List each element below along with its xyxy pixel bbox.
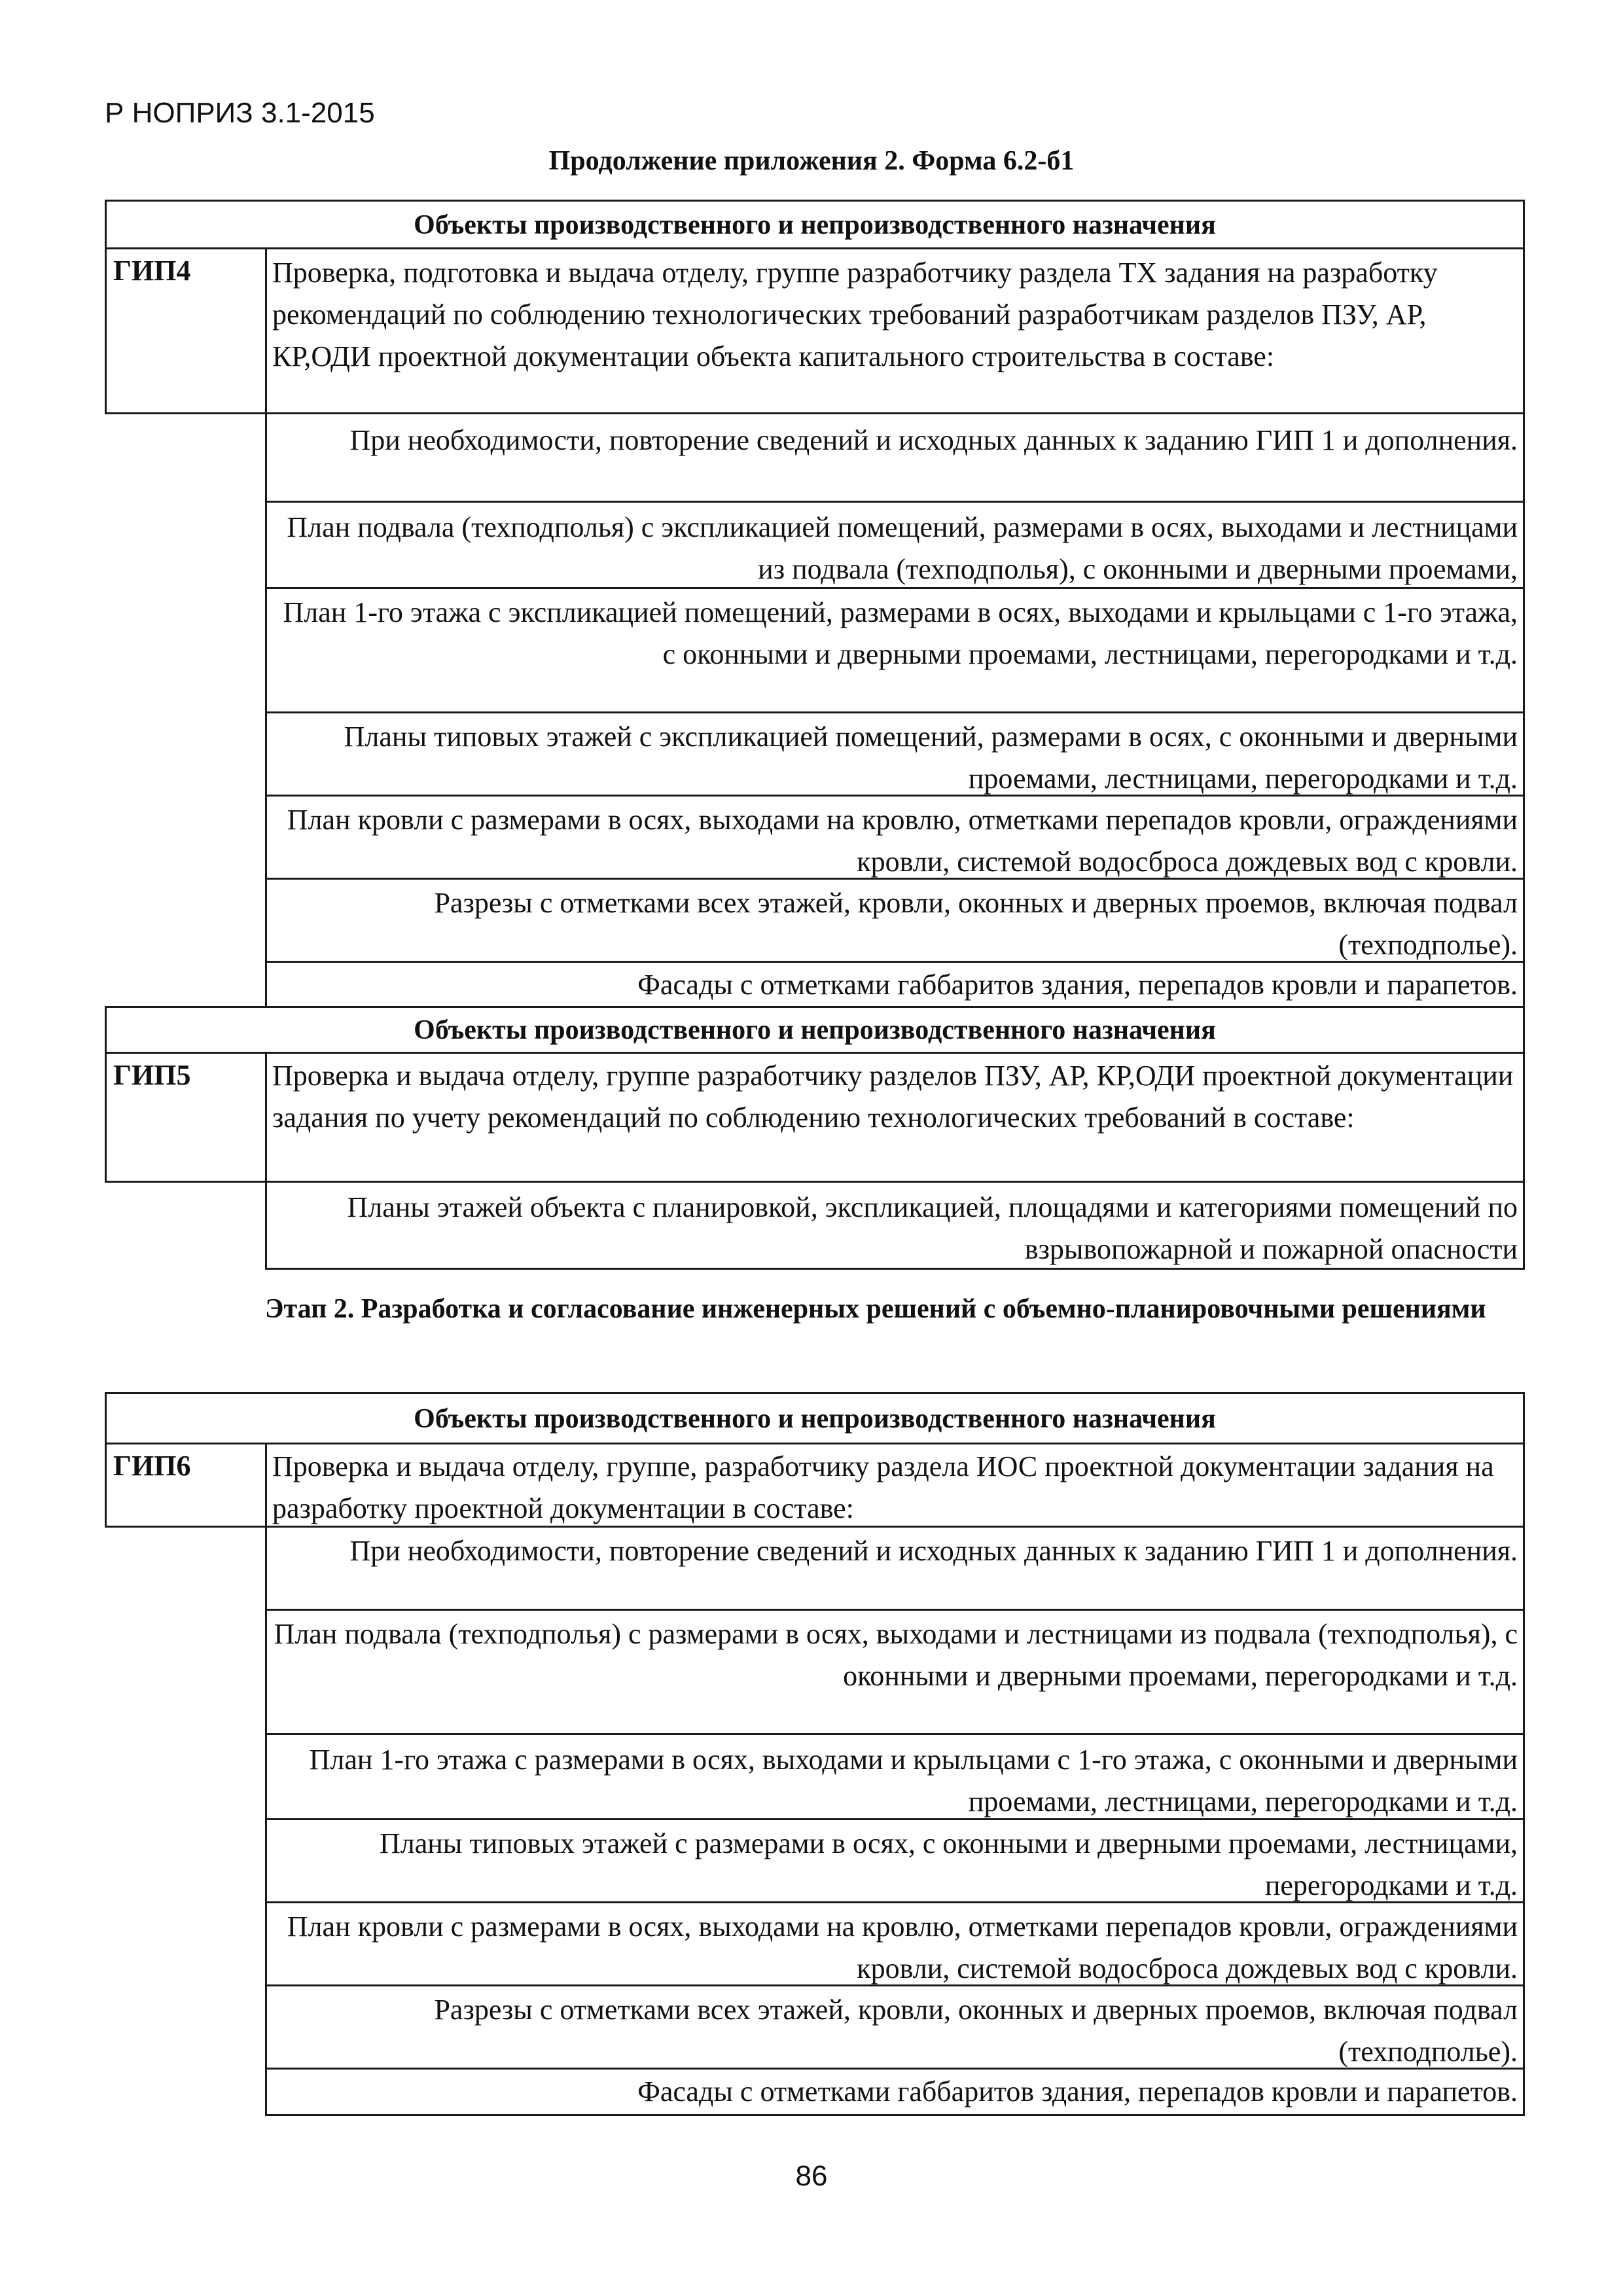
gip6-item-5: План кровли с размерами в осях, выходами на кровлю, отметками перепадов кровли, ограждениями кровли, системой водосброса дождевых вод с кровли. [265,1901,1525,1986]
gip4-code: ГИП4 [105,247,267,414]
table2-section-header: Объекты производственного и непроизводственного назначения [105,1392,1525,1444]
table1-section-header-2: Объекты производственного и непроизводственного назначения [105,1006,1525,1054]
gip4-item-2: План подвала (техподполья) с экспликацией помещений, размерами в осях, выходами и лестницами из подвала (техподполья), с оконными и дверными проемами, [265,501,1525,589]
gip4-item-3: План 1-го этажа с экспликацией помещений, размерами в осях, выходами и крыльцами с 1-го этажа, с оконными и дверными проемами, лестницами, перегородками и т.д. [265,587,1525,713]
gip6-description: Проверка и выдача отделу, группе, разработчику раздела ИОС проектной документации задания на разработку проектной документации в составе: [265,1443,1525,1528]
gip5-item-1: Планы этажей объекта с планировкой, экспликацией, площадями и категориями помещений по взрывопожарной и пожарной опасности [265,1181,1525,1270]
gip5-description: Проверка и выдача отделу, группе разработчику разделов ПЗУ, АР, КР,ОДИ проектной документации задания по учету рекомендаций по соблюдению технологических требований в составе: [265,1052,1525,1183]
gip6-item-1: При необходимости, повторение сведений и исходных данных к заданию ГИП 1 и дополнения. [265,1526,1525,1611]
gip4-description: Проверка, подготовка и выдача отделу, группе разработчику раздела ТХ задания на разработку рекомендаций по соблюдению технологических требований разработчикам разделов ПЗУ, АР, КР,ОДИ проектной документации объекта капитального строительства в составе: [265,247,1525,414]
gip6-item-6: Разрезы с отметками всех этажей, кровли, оконных и дверных проемов, включая подвал (техподполье). [265,1984,1525,2070]
gip6-item-7: Фасады с отметками габбаритов здания, перепадов кровли и парапетов. [265,2068,1525,2116]
page-number: 86 [795,2160,828,2192]
appendix-caption: Продолжение приложения 2. Форма 6.2-б1 [548,146,1075,176]
gip4-item-1: При необходимости, повторение сведений и исходных данных к заданию ГИП 1 и дополнения. [265,412,1525,503]
gip6-item-3: План 1-го этажа с размерами в осях, выходами и крыльцами с 1-го этажа, с оконными и дверными проемами, лестницами, перегородками и т.д. [265,1733,1525,1820]
gip6-code: ГИП6 [105,1443,267,1528]
gip4-item-6: Разрезы с отметками всех этажей, кровли, оконных и дверных проемов, включая подвал (техподполье). [265,878,1525,963]
gip4-item-4: Планы типовых этажей с экспликацией помещений, размерами в осях, с оконными и дверными проемами, лестницами, перегородками и т.д. [265,711,1525,797]
document-code: Р НОПРИЗ 3.1-2015 [105,97,375,129]
stage2-title: Этап 2. Разработка и согласование инженерных решений с объемно-планировочными решениями [265,1294,1486,1324]
gip6-item-2: План подвала (техподполья) с размерами в осях, выходами и лестницами из подвала (техподполья), с оконными и дверными проемами, перегородками и т.д. [265,1609,1525,1735]
gip6-item-4: Планы типовых этажей с размерами в осях, с оконными и дверными проемами, лестницами, перегородками и т.д. [265,1818,1525,1903]
gip4-item-5: План кровли с размерами в осях, выходами на кровлю, отметками перепадов кровли, ограждениями кровли, системой водосброса дождевых вод с кровли. [265,795,1525,880]
table1-section-header: Объекты производственного и непроизводственного назначения [105,200,1525,249]
gip5-code: ГИП5 [105,1052,267,1183]
gip4-item-7: Фасады с отметками габбаритов здания, перепадов кровли и парапетов. [265,961,1525,1008]
